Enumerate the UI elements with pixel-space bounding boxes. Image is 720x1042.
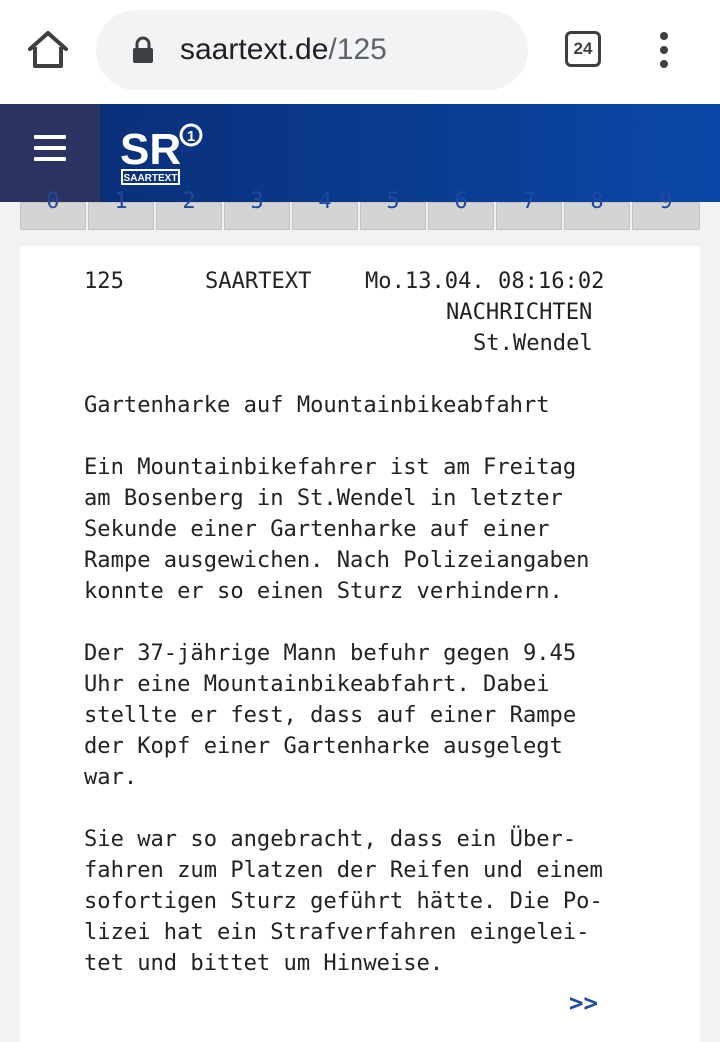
page-number: 125 xyxy=(84,268,124,294)
url-text xyxy=(180,30,387,70)
page-shortcut-button[interactable]: 6 xyxy=(428,202,494,230)
article-line: stellte er fest, dass auf einer Rampe xyxy=(84,702,577,728)
service-name: SAARTEXT xyxy=(205,268,312,294)
article-line: Sekunde einer Gartenharke auf einer xyxy=(84,516,550,542)
next-page-link[interactable]: >> xyxy=(569,989,598,1017)
region-label: St.Wendel xyxy=(473,330,593,356)
article-line: sofortigen Sturz geführt hätte. Die Po- xyxy=(84,888,603,914)
tab-switcher-button[interactable]: 24 xyxy=(565,31,601,67)
article-line: der Kopf einer Gartenharke ausgelegt xyxy=(84,733,563,759)
page-shortcut-button[interactable]: 2 xyxy=(156,202,222,230)
lock-icon xyxy=(132,36,154,64)
article-headline: Gartenharke auf Mountainbikeabfahrt xyxy=(84,392,550,418)
page-shortcut-button[interactable]: 8 xyxy=(564,202,630,230)
article-line: konnte er so einen Sturz verhindern. xyxy=(84,578,563,604)
hamburger-menu-icon[interactable] xyxy=(0,104,100,202)
logo-circle-number: 1 xyxy=(186,128,196,145)
page-shortcut-button[interactable]: 1 xyxy=(88,202,154,230)
article-line: Sie war so angebracht, dass ein Über- xyxy=(84,826,577,852)
article-line: war. xyxy=(84,764,138,790)
page-shortcut-button[interactable]: 0 xyxy=(20,202,86,230)
article-line: Ein Mountainbikefahrer ist am Freitag xyxy=(84,454,577,480)
article-line: lizei hat ein Strafverfahren eingelei- xyxy=(84,919,590,945)
page-number-strip xyxy=(20,189,700,230)
teletext-page xyxy=(20,246,700,1042)
article-line: fahren zum Platzen der Reifen und einem xyxy=(84,857,603,883)
url-path: /125 xyxy=(328,33,387,66)
page-shortcut-button[interactable]: 9 xyxy=(632,202,700,230)
home-icon[interactable] xyxy=(24,28,72,72)
article-line: am Bosenberg in St.Wendel in letzter xyxy=(84,485,563,511)
category-label: NACHRICHTEN xyxy=(446,299,593,325)
page-shortcut-button[interactable]: 7 xyxy=(496,202,562,230)
article-line: tet und bittet um Hinweise. xyxy=(84,950,444,976)
page-shortcut-button[interactable]: 4 xyxy=(292,202,358,230)
sr-saartext-logo[interactable] xyxy=(120,122,204,188)
logo-text: SR xyxy=(120,125,182,174)
page-shortcut-button[interactable]: 5 xyxy=(360,202,426,230)
article-line: Uhr eine Mountainbikeabfahrt. Dabei xyxy=(84,671,550,697)
logo-subtitle: SAARTEXT xyxy=(123,173,178,184)
site-header xyxy=(0,104,720,202)
url-domain: saartext.de xyxy=(180,33,329,66)
page-shortcut-button[interactable]: 3 xyxy=(224,202,290,230)
address-bar[interactable] xyxy=(96,10,528,90)
article-line: Der 37-jährige Mann befuhr gegen 9.45 xyxy=(84,640,577,666)
overflow-menu-icon[interactable] xyxy=(650,30,678,70)
article-line: Rampe ausgewichen. Nach Polizeiangaben xyxy=(84,547,590,573)
browser-toolbar xyxy=(0,0,720,104)
timestamp: Mo.13.04. 08:16:02 xyxy=(365,268,605,294)
